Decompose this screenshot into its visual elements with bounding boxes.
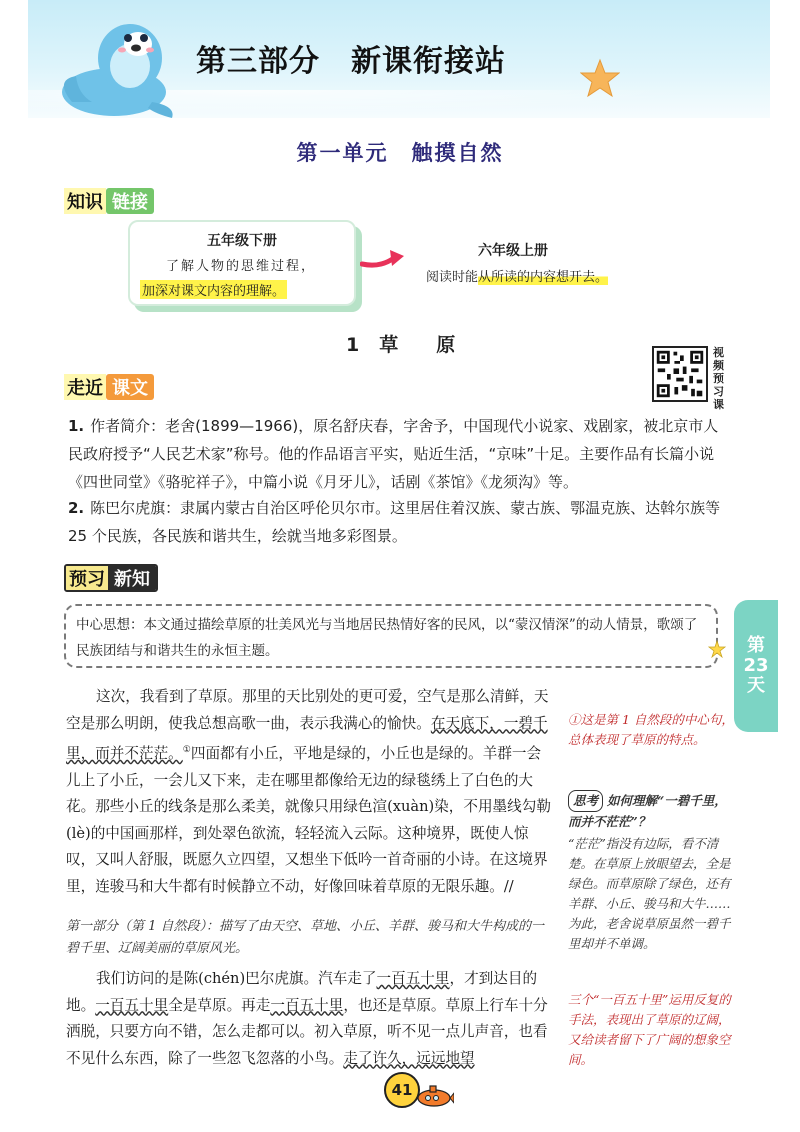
- day-tab: [734, 600, 778, 732]
- lesson-char-2: 原: [436, 334, 458, 356]
- central-idea-box: [64, 604, 718, 668]
- tag-label-a: 走近: [64, 374, 106, 400]
- intro-item-place: [68, 494, 728, 550]
- grade6-line-highlight: 从所读的内容想开去。: [478, 270, 609, 285]
- tag-label-b: 链接: [106, 188, 154, 214]
- submarine-icon: [412, 1082, 454, 1108]
- note-repetition: 三个“一百五十里”运用反复的手法，表现出了草原的辽阔，又给读者留下了广阔的想象空间。: [568, 992, 731, 1067]
- p2-c: 全是草原。再走: [168, 996, 271, 1014]
- grade6-line-pre: 阅读时能: [426, 270, 479, 285]
- p1-footnote-mark: ①: [182, 745, 191, 756]
- intro-number: 2.: [68, 499, 85, 517]
- p2-a: 我们访问的是陈(chén)巴尔虎旗。汽车走了: [96, 970, 377, 987]
- grade5-line1: 了解人物的思维过程，: [166, 259, 317, 274]
- part-summary: 第一部分（第 1 自然段）：描写了由天空、草地、小丘、羊群、骏马和大牛构成的一碧千里、辽阔美丽的草原风光。: [66, 919, 545, 956]
- section-title: 第三部分 新课衔接站: [196, 44, 506, 79]
- tag-label-b: 课文: [106, 374, 154, 400]
- p2-ul3: 一百五十里: [270, 996, 344, 1014]
- seal-mascot-icon: [52, 10, 182, 122]
- grade5-card: [128, 220, 356, 306]
- note-think: [568, 790, 738, 954]
- tag-label-a: 预习: [66, 566, 108, 590]
- tag-label-b: 新知: [108, 566, 156, 590]
- qr-label: 视频预习课: [713, 346, 724, 411]
- grade5-title: 五年级下册: [207, 233, 277, 249]
- approach-text-tag: [64, 374, 154, 400]
- lesson-number: 1: [346, 334, 362, 356]
- starfish-icon: [580, 58, 620, 98]
- intro-item-author: [68, 412, 728, 496]
- day-tab-line1: 第: [747, 635, 765, 656]
- text-paragraph-1: [66, 684, 552, 901]
- arrow-right-icon: [360, 248, 406, 270]
- p1-key-sentence: 在天底下，一碧千里，而并不茫茫。: [66, 714, 548, 763]
- p2-d: ，也还是草原。草原上行车十分洒脱，只要方向不错，怎么走都可以。初入草原，听不见一点儿声音，也看不见什么东西，除了一些忽飞忽落的小鸟。: [66, 996, 548, 1067]
- grade6-line: [426, 266, 608, 285]
- day-tab-line3: 天: [747, 675, 765, 696]
- note-central-sentence: ①这是第 1 自然段的中心句，总体表现了草原的特点。: [568, 712, 734, 747]
- p2-b: ，才到达目的地。: [66, 970, 538, 1014]
- tag-label-a: 知识: [64, 188, 106, 214]
- think-label: 思考: [568, 790, 603, 812]
- grade5-line2: 加深对课文内容的理解。: [140, 280, 287, 299]
- think-question: 如何理解“一碧千里，而并不茫茫”？: [568, 793, 727, 829]
- preview-tag: [64, 564, 158, 592]
- page-number: 41: [384, 1072, 420, 1108]
- p1-start: 这次，我看到了草原。那里的天比别处的更可爱，空气是那么清鲜，天空是那么明朗，使我总想高歌一曲，表示我满心的愉快。: [66, 688, 549, 732]
- grade6-title: 六年级上册: [478, 243, 548, 259]
- p2-ul2: 一百五十里: [95, 996, 169, 1014]
- intro-text: 作者简介：老舍(1899—1966)，原名舒庆春，字舍予，中国现代小说家、戏剧家，被北京市人民政府授予“人民艺术家”称号。他的作品语言平实，贴近生活，“京味”十足。主要作品有长篇小说《四世同堂》《骆驼祥子》，中篇小说《月牙儿》，话剧《茶馆》《龙须沟》等。: [68, 417, 719, 491]
- lesson-title: [346, 330, 457, 357]
- day-tab-line2: 23: [743, 655, 769, 676]
- think-answer: “茫茫”指没有边际，看不清楚。在草原上放眼望去，全是绿色。而草原除了绿色，还有羊群、小丘、骏马和大牛……为此，老舍说草原虽然一碧千里却并不单调。: [568, 836, 731, 951]
- unit-title: 第一单元 触摸自然: [296, 141, 504, 165]
- intro-number: 1.: [68, 417, 85, 435]
- intro-text: 陈巴尔虎旗：隶属内蒙古自治区呼伦贝尔市。这里居住着汉族、蒙古族、鄂温克族、达斡尔族等 25 个民族，各民族和谐共生，绘就当地多彩图景。: [68, 499, 721, 545]
- central-idea-text: 中心思想：本文通过描绘草原的壮美风光与当地居民热情好客的民风，以“蒙汉情深”的动人情景，歌颂了民族团结与和谐共生的永恒主题。: [76, 617, 698, 659]
- knowledge-link-tag: [64, 188, 154, 214]
- star-icon: [708, 640, 726, 658]
- p1-rest: 四面都有小丘，平地是绿的，小丘也是绿的。羊群一会儿上了小丘，一会儿又下来，走在哪里都像给无边的绿毯绣上了白色的大花。那些小丘的线条是那么柔美，就像只用绿色渲(xuàn)染，不用墨线勾勒(lè)的中国画那样，到处翠色欲流，轻轻流入云际。这种境界，既使人惊叹，又叫人舒服，既愿久立四望，又想坐下低吟一首奇丽的小诗。在这境界里，连骏马和大牛都有时候静立不动，好像回味着草原的无限乐趣。//: [66, 745, 551, 896]
- lesson-char-1: 草: [379, 334, 401, 356]
- text-paragraph-2: [66, 966, 552, 1072]
- p2-ul1: 一百五十里: [376, 970, 450, 987]
- p2-ul4: 走了许久，远远地望: [343, 1049, 475, 1067]
- qr-code-icon[interactable]: [652, 346, 708, 402]
